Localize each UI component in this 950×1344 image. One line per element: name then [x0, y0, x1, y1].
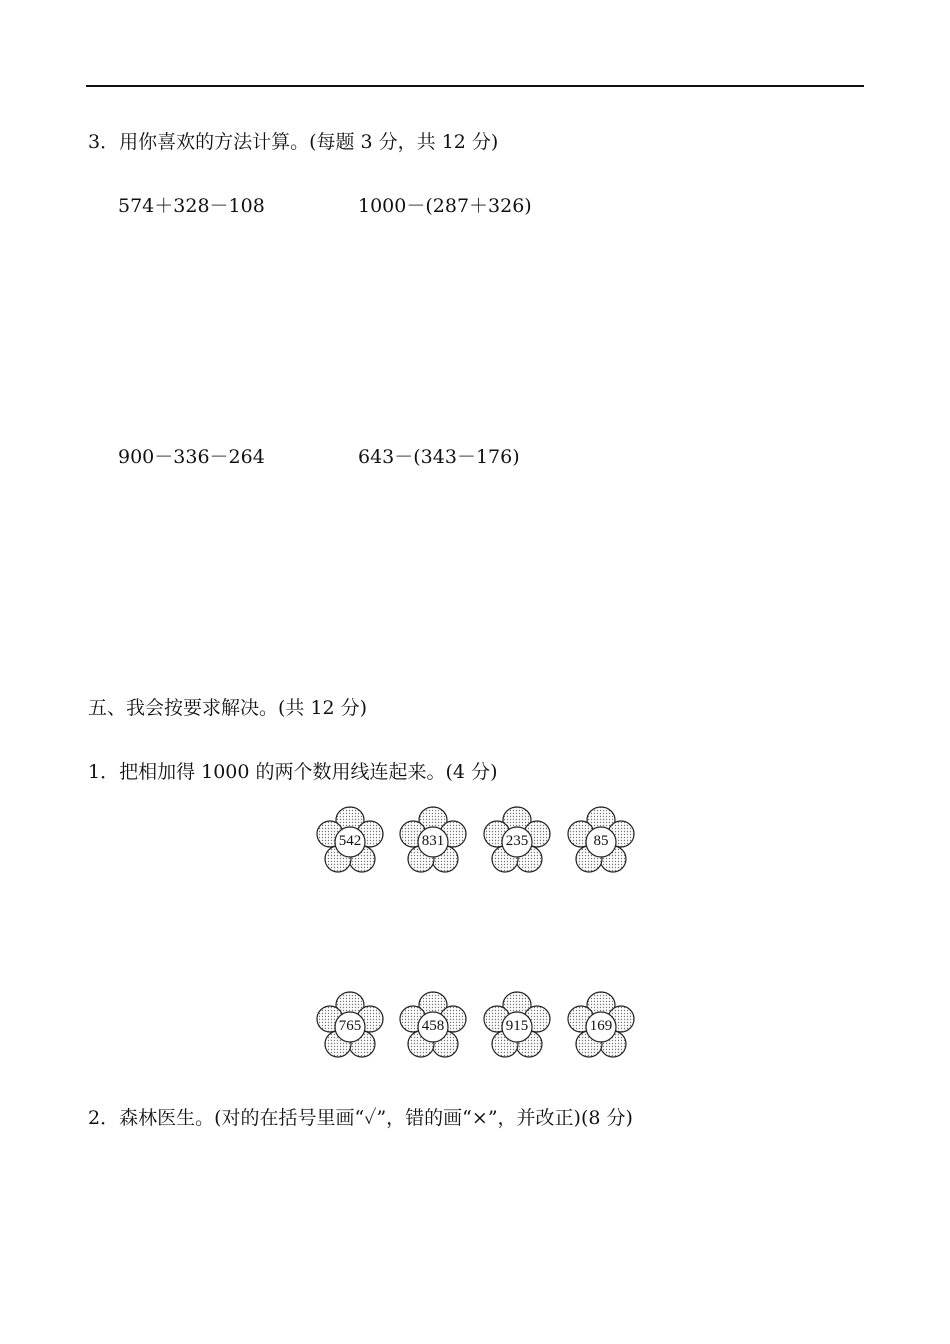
top-rule	[86, 85, 864, 87]
flower-number: 235	[505, 832, 529, 849]
flower-top-4[interactable]	[566, 806, 636, 876]
flower-bottom-1[interactable]	[315, 991, 385, 1061]
expression-2: 1000－(287＋326)	[358, 195, 532, 217]
flower-number: 169	[589, 1017, 613, 1034]
flower-number: 915	[505, 1017, 529, 1034]
flower-bottom-2[interactable]	[398, 991, 468, 1061]
expression-4: 643－(343－176)	[358, 446, 520, 468]
flower-number: 458	[421, 1017, 445, 1034]
section-5-title: 五、我会按要求解决。(共 12 分)	[88, 697, 368, 719]
flower-bottom-3[interactable]	[482, 991, 552, 1061]
flower-number: 765	[338, 1017, 362, 1034]
flower-bottom-4[interactable]	[566, 991, 636, 1061]
section-5-question-2-title: 2．森林医生。(对的在括号里画“✓”，错的画“×”，并改正)(8 分)	[88, 1107, 633, 1129]
flower-number: 542	[338, 832, 362, 849]
flower-number: 85	[593, 832, 609, 849]
expression-1: 574＋328－108	[118, 195, 265, 217]
flower-top-2[interactable]	[398, 806, 468, 876]
flower-top-1[interactable]	[315, 806, 385, 876]
section-5-question-1-title: 1．把相加得 1000 的两个数用线连起来。(4 分)	[88, 761, 498, 783]
flower-top-3[interactable]	[482, 806, 552, 876]
question-3-title: 3．用你喜欢的方法计算。(每题 3 分，共 12 分)	[88, 131, 499, 153]
expression-3: 900－336－264	[118, 446, 265, 468]
flower-number: 831	[421, 832, 445, 849]
